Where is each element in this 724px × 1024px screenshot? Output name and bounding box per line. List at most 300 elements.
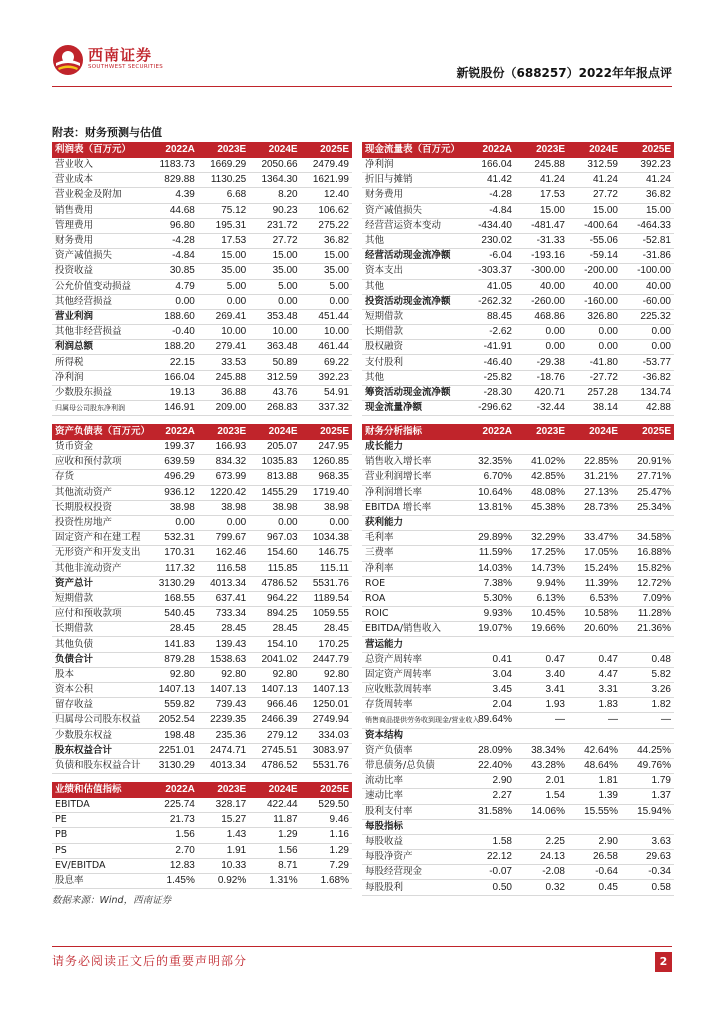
- row-value: 326.80: [568, 309, 621, 324]
- table-row: [362, 698, 674, 713]
- row-value: 5.00: [301, 279, 352, 294]
- row-value: 36.82: [621, 188, 674, 203]
- row-value: 195.31: [198, 218, 249, 233]
- row-value: 1407.13: [198, 683, 249, 698]
- row-value: -193.16: [515, 249, 568, 264]
- row-value: 1.56: [249, 843, 300, 858]
- row-value: [462, 728, 515, 743]
- row-value: 1455.29: [249, 485, 300, 500]
- row-value: 1189.54: [301, 591, 352, 606]
- row-value: 15.24%: [568, 561, 621, 576]
- row-label: 应收账款周转率: [362, 683, 462, 698]
- row-value: 116.58: [198, 561, 249, 576]
- row-value: 22.15: [147, 355, 198, 370]
- row-value: 3.31: [568, 683, 621, 698]
- row-value: 38.98: [249, 500, 300, 515]
- row-label: ROA: [362, 591, 462, 606]
- row-value: 733.34: [198, 607, 249, 622]
- row-value: 468.86: [515, 309, 568, 324]
- row-value: 27.71%: [621, 470, 674, 485]
- row-value: 33.47%: [568, 531, 621, 546]
- table-row: [52, 576, 352, 591]
- row-value: 0.00: [198, 515, 249, 530]
- row-value: 15.55%: [568, 804, 621, 819]
- row-value: 451.44: [301, 309, 352, 324]
- row-label: 资产总计: [52, 576, 147, 591]
- row-value: [462, 819, 515, 834]
- year-header: 2022A: [462, 142, 515, 158]
- row-label: 营业成本: [52, 173, 147, 188]
- row-value: 312.59: [568, 158, 621, 173]
- row-label: 资产减值损失: [52, 249, 147, 264]
- row-label: 支付股利: [362, 355, 462, 370]
- row-value: 16.88%: [621, 546, 674, 561]
- row-value: -31.33: [515, 233, 568, 248]
- row-value: 739.43: [198, 698, 249, 713]
- row-value: 1260.85: [301, 455, 352, 470]
- table-row: [362, 576, 674, 591]
- row-value: 15.27: [198, 813, 249, 828]
- table-row: [362, 591, 674, 606]
- row-value: 1.37: [621, 789, 674, 804]
- row-value: -0.07: [462, 865, 515, 880]
- row-value: -41.80: [568, 355, 621, 370]
- row-value: 22.12: [462, 850, 515, 865]
- row-label: 毛利率: [362, 531, 462, 546]
- row-value: 170.25: [301, 637, 352, 652]
- row-value: 0.92%: [198, 873, 249, 888]
- row-value: 392.23: [301, 370, 352, 385]
- row-value: 21.36%: [621, 622, 674, 637]
- row-label: 股利支付率: [362, 804, 462, 819]
- row-value: 0.00: [568, 325, 621, 340]
- table-row: [362, 865, 674, 880]
- year-header: 2025E: [301, 142, 352, 158]
- row-value: 1130.25: [198, 173, 249, 188]
- financial-analysis-table: [362, 424, 674, 896]
- row-value: 3.04: [462, 667, 515, 682]
- row-value: 9.94%: [515, 576, 568, 591]
- row-value: 92.80: [249, 667, 300, 682]
- row-value: 38.98: [301, 500, 352, 515]
- table-row: [362, 683, 674, 698]
- row-value: [568, 728, 621, 743]
- row-value: 639.59: [147, 455, 198, 470]
- row-value: 8.71: [249, 858, 300, 873]
- row-value: [462, 440, 515, 455]
- row-label: 销售费用: [52, 203, 147, 218]
- row-value: -262.32: [462, 294, 515, 309]
- row-value: 115.85: [249, 561, 300, 576]
- row-value: 268.83: [249, 401, 300, 416]
- row-label: 其他经营损益: [52, 294, 147, 309]
- table-row: [52, 713, 352, 728]
- row-value: 0.00: [621, 340, 674, 355]
- row-value: 1.43: [198, 828, 249, 843]
- row-value: 2749.94: [301, 713, 352, 728]
- table-row: [362, 309, 674, 324]
- row-value: 90.23: [249, 203, 300, 218]
- row-value: 0.45: [568, 880, 621, 895]
- row-label: 利润总额: [52, 340, 147, 355]
- row-value: —: [568, 713, 621, 728]
- row-value: 20.60%: [568, 622, 621, 637]
- income-statement-table: [52, 142, 352, 416]
- row-label: 带息债务/总负债: [362, 758, 462, 773]
- row-value: 813.88: [249, 470, 300, 485]
- row-value: 1407.13: [301, 683, 352, 698]
- row-value: 40.00: [568, 279, 621, 294]
- row-value: 42.85%: [515, 470, 568, 485]
- row-value: [462, 515, 515, 530]
- row-value: 967.03: [249, 531, 300, 546]
- row-value: 0.50: [462, 880, 515, 895]
- row-value: 31.21%: [568, 470, 621, 485]
- row-value: [621, 440, 674, 455]
- row-label: 速动比率: [362, 789, 462, 804]
- table-row: [362, 728, 674, 743]
- row-value: 2474.71: [198, 743, 249, 758]
- row-value: 41.02%: [515, 455, 568, 470]
- table-row: [52, 279, 352, 294]
- year-header: 2023E: [515, 142, 568, 158]
- row-label: 归属母公司股东权益: [52, 713, 147, 728]
- row-value: 269.41: [198, 309, 249, 324]
- row-value: 4013.34: [198, 576, 249, 591]
- row-value: 834.32: [198, 455, 249, 470]
- row-value: 38.98: [147, 500, 198, 515]
- table-row: [52, 470, 352, 485]
- row-value: -29.38: [515, 355, 568, 370]
- table-row: [52, 294, 352, 309]
- row-label: 其他: [362, 279, 462, 294]
- table-header-row: [52, 782, 352, 798]
- row-label: 每股收益: [362, 834, 462, 849]
- row-value: -100.00: [621, 264, 674, 279]
- row-label: 其他: [362, 233, 462, 248]
- row-value: 7.38%: [462, 576, 515, 591]
- row-value: 5531.76: [301, 576, 352, 591]
- row-value: 1538.63: [198, 652, 249, 667]
- table-row: [52, 531, 352, 546]
- row-value: 540.45: [147, 607, 198, 622]
- row-value: 188.60: [147, 309, 198, 324]
- table-row: [362, 249, 674, 264]
- row-value: 496.29: [147, 470, 198, 485]
- row-label: EV/EBITDA: [52, 858, 147, 873]
- row-value: -0.64: [568, 865, 621, 880]
- row-value: 38.98: [198, 500, 249, 515]
- row-value: 32.29%: [515, 531, 568, 546]
- table-row: [52, 622, 352, 637]
- year-header: 2024E: [568, 424, 621, 440]
- row-value: 28.45: [198, 622, 249, 637]
- row-value: 22.40%: [462, 758, 515, 773]
- table-row: [52, 828, 352, 843]
- year-header: 2024E: [249, 782, 300, 798]
- row-value: 14.03%: [462, 561, 515, 576]
- row-label: 营业收入: [52, 158, 147, 173]
- row-label: 资本支出: [362, 264, 462, 279]
- table-row: [362, 233, 674, 248]
- row-value: 11.59%: [462, 546, 515, 561]
- row-value: 1034.38: [301, 531, 352, 546]
- year-header: 2023E: [198, 782, 249, 798]
- row-value: 92.80: [301, 667, 352, 682]
- row-label: 存货周转率: [362, 698, 462, 713]
- row-value: 2239.35: [198, 713, 249, 728]
- table-row: [362, 264, 674, 279]
- row-value: 15.94%: [621, 804, 674, 819]
- row-value: 12.40: [301, 188, 352, 203]
- row-value: 154.10: [249, 637, 300, 652]
- row-label: PE: [52, 813, 147, 828]
- row-value: 41.24: [621, 173, 674, 188]
- row-value: 41.05: [462, 279, 515, 294]
- year-header: 2024E: [249, 142, 300, 158]
- row-value: 28.73%: [568, 500, 621, 515]
- table-row: [362, 531, 674, 546]
- row-label: ROE: [362, 576, 462, 591]
- row-label: 管理费用: [52, 218, 147, 233]
- row-label: 无形资产和开发支出: [52, 546, 147, 561]
- row-value: 2466.39: [249, 713, 300, 728]
- row-value: 19.13: [147, 385, 198, 400]
- row-value: -481.47: [515, 218, 568, 233]
- row-value: 15.00: [198, 249, 249, 264]
- row-value: [462, 637, 515, 652]
- row-value: 48.64%: [568, 758, 621, 773]
- table-row: [362, 188, 674, 203]
- row-value: 1220.42: [198, 485, 249, 500]
- row-value: 0.00: [147, 294, 198, 309]
- table-row: [52, 637, 352, 652]
- valuation-table: [52, 782, 352, 889]
- row-value: 1.82: [621, 698, 674, 713]
- row-label: 其他非流动资产: [52, 561, 147, 576]
- row-value: 17.53: [515, 188, 568, 203]
- row-value: -2.62: [462, 325, 515, 340]
- row-value: 168.55: [147, 591, 198, 606]
- table-row: [52, 340, 352, 355]
- row-value: -400.64: [568, 218, 621, 233]
- row-label: 每股经营现金: [362, 865, 462, 880]
- table-row: [52, 173, 352, 188]
- row-value: 1621.99: [301, 173, 352, 188]
- row-value: 209.00: [198, 401, 249, 416]
- row-value: 75.12: [198, 203, 249, 218]
- row-label: 少数股东权益: [52, 728, 147, 743]
- row-label: 获利能力: [362, 515, 462, 530]
- row-value: 29.89%: [462, 531, 515, 546]
- row-value: 117.32: [147, 561, 198, 576]
- row-label: 资本结构: [362, 728, 462, 743]
- row-label: 股息率: [52, 873, 147, 888]
- row-value: 42.88: [621, 401, 674, 416]
- row-value: 15.00: [249, 249, 300, 264]
- row-label: 资产减值损失: [362, 203, 462, 218]
- row-value: 0.00: [147, 515, 198, 530]
- row-value: 17.05%: [568, 546, 621, 561]
- row-value: 4.39: [147, 188, 198, 203]
- table-row: [362, 470, 674, 485]
- row-value: 1.56: [147, 828, 198, 843]
- row-value: 36.88: [198, 385, 249, 400]
- row-value: -4.28: [147, 233, 198, 248]
- table-row: [52, 264, 352, 279]
- row-label: 净利润增长率: [362, 485, 462, 500]
- row-value: 38.14: [568, 401, 621, 416]
- header-divider: [52, 86, 672, 87]
- row-value: 3.41: [515, 683, 568, 698]
- row-value: 8.20: [249, 188, 300, 203]
- row-value: 15.00: [621, 203, 674, 218]
- row-value: 27.72: [568, 188, 621, 203]
- row-value: 225.74: [147, 798, 198, 813]
- row-value: 275.22: [301, 218, 352, 233]
- table-row: [52, 858, 352, 873]
- row-label: 营业税金及附加: [52, 188, 147, 203]
- table-row: [362, 622, 674, 637]
- row-label: 固定资产周转率: [362, 667, 462, 682]
- row-label: 股本: [52, 667, 147, 682]
- row-value: 17.25%: [515, 546, 568, 561]
- southwest-securities-logo-icon: [52, 44, 84, 76]
- table-row: [362, 546, 674, 561]
- row-value: -303.37: [462, 264, 515, 279]
- table-row: [52, 309, 352, 324]
- row-value: -28.30: [462, 385, 515, 400]
- table-header-row: [362, 424, 674, 440]
- row-label: 应收和预付款项: [52, 455, 147, 470]
- table-row: [362, 850, 674, 865]
- row-value: 11.39%: [568, 576, 621, 591]
- year-header: 2022A: [147, 142, 198, 158]
- row-value: 49.76%: [621, 758, 674, 773]
- table-row: [52, 233, 352, 248]
- row-value: 312.59: [249, 370, 300, 385]
- row-value: 96.80: [147, 218, 198, 233]
- row-label: 资产负债率: [362, 743, 462, 758]
- row-value: 35.00: [301, 264, 352, 279]
- row-value: 162.46: [198, 546, 249, 561]
- row-value: 3130.29: [147, 576, 198, 591]
- row-value: 198.48: [147, 728, 198, 743]
- row-value: 230.02: [462, 233, 515, 248]
- row-value: 532.31: [147, 531, 198, 546]
- row-value: 146.91: [147, 401, 198, 416]
- disclaimer-text: 请务必阅读正文后的重要声明部分: [52, 954, 248, 968]
- row-value: 1407.13: [249, 683, 300, 698]
- row-value: [621, 637, 674, 652]
- row-label: EBITDA: [52, 798, 147, 813]
- row-value: 1183.73: [147, 158, 198, 173]
- year-header: 2023E: [198, 142, 249, 158]
- row-value: 1.83: [568, 698, 621, 713]
- row-value: -4.84: [147, 249, 198, 264]
- row-value: 2.01: [515, 774, 568, 789]
- row-label: 应付和预收款项: [52, 607, 147, 622]
- row-value: 32.35%: [462, 455, 515, 470]
- table-row: [362, 804, 674, 819]
- row-label: EBITDA 增长率: [362, 500, 462, 515]
- row-value: 2050.66: [249, 158, 300, 173]
- row-value: 24.13: [515, 850, 568, 865]
- row-value: 6.53%: [568, 591, 621, 606]
- row-value: —: [621, 713, 674, 728]
- row-value: -27.72: [568, 370, 621, 385]
- table-row: [52, 188, 352, 203]
- row-value: 89.64%: [462, 713, 515, 728]
- row-value: 1035.83: [249, 455, 300, 470]
- table-row: [52, 843, 352, 858]
- row-value: -55.06: [568, 233, 621, 248]
- row-value: -160.00: [568, 294, 621, 309]
- table-row: [362, 637, 674, 652]
- table-row: [362, 880, 674, 895]
- table-row: [362, 789, 674, 804]
- row-value: 0.58: [621, 880, 674, 895]
- page-number: 2: [655, 952, 672, 972]
- row-value: 3.45: [462, 683, 515, 698]
- table-row: [52, 355, 352, 370]
- table-row: [362, 401, 674, 416]
- table-row: [362, 515, 674, 530]
- row-value: 27.72: [249, 233, 300, 248]
- row-value: [515, 440, 568, 455]
- row-value: 10.33: [198, 858, 249, 873]
- row-value: 247.95: [301, 440, 352, 455]
- row-value: 166.04: [462, 158, 515, 173]
- year-header: 2022A: [147, 424, 198, 440]
- table-row: [52, 218, 352, 233]
- table-row: [362, 385, 674, 400]
- row-value: 0.00: [198, 294, 249, 309]
- row-value: 1.45%: [147, 873, 198, 888]
- row-label: ROIC: [362, 607, 462, 622]
- row-label: 其他负债: [52, 637, 147, 652]
- row-value: -18.76: [515, 370, 568, 385]
- row-value: 279.12: [249, 728, 300, 743]
- row-value: 1.93: [515, 698, 568, 713]
- row-label: 股东权益合计: [52, 743, 147, 758]
- table-row: [362, 758, 674, 773]
- row-value: -53.77: [621, 355, 674, 370]
- row-value: 41.24: [568, 173, 621, 188]
- row-label: 资本公积: [52, 683, 147, 698]
- row-value: 4.47: [568, 667, 621, 682]
- row-value: [515, 819, 568, 834]
- table-row: [52, 607, 352, 622]
- row-label: 投资活动现金流净额: [362, 294, 462, 309]
- row-value: 2.70: [147, 843, 198, 858]
- row-label: 长期借款: [52, 622, 147, 637]
- row-value: 15.00: [301, 249, 352, 264]
- row-value: 245.88: [198, 370, 249, 385]
- year-header: 2025E: [621, 142, 674, 158]
- row-value: 41.24: [515, 173, 568, 188]
- year-header: 2025E: [621, 424, 674, 440]
- table-row: [362, 819, 674, 834]
- row-label: 净利率: [362, 561, 462, 576]
- row-label: 股权融资: [362, 340, 462, 355]
- row-value: 1.31%: [249, 873, 300, 888]
- report-title: 新锐股份（688257）2022年年报点评: [456, 66, 672, 80]
- row-value: 3.63: [621, 834, 674, 849]
- table-row: [362, 294, 674, 309]
- table-row: [52, 249, 352, 264]
- row-value: 4013.34: [198, 758, 249, 773]
